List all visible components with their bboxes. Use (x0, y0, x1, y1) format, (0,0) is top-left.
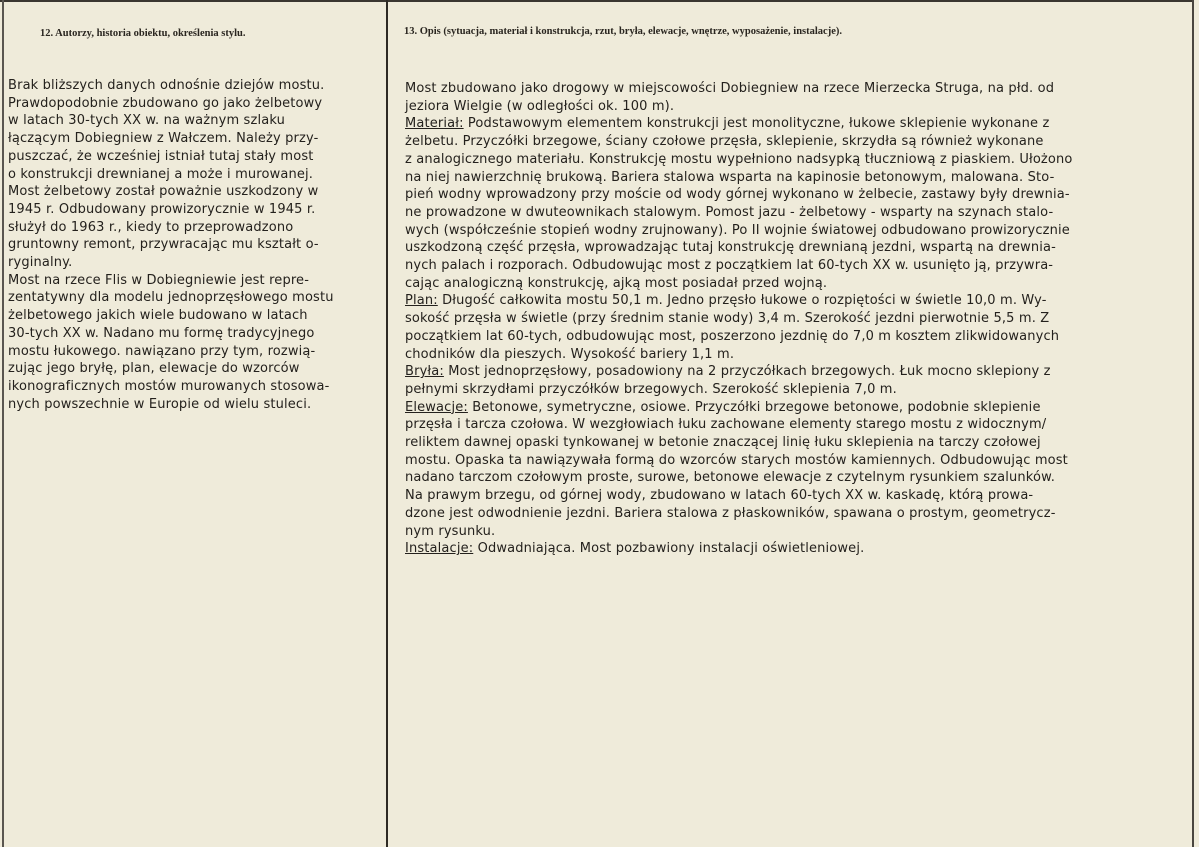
right-border (1192, 0, 1194, 847)
text-line: 30-tych XX w. Nadano mu formę tradycyjnego (8, 325, 315, 341)
text-fragment: Na prawym brzegu, od górnej wody, zbudowano w latach 60-tych XX w. kaskadę, którą prowa- (405, 488, 1034, 504)
text-line (405, 434, 1183, 452)
text-line: Most żelbetowy został poważnie uszkodzony w (8, 184, 319, 200)
text-line (405, 452, 1183, 470)
section-keyword: Elewacje: (405, 399, 468, 415)
text-fragment: nych palach i rozporach. Odbudowując most z początkiem lat 60-tych XX w. usunięto ją, przywra- (405, 258, 1054, 274)
text-line (405, 98, 1183, 116)
text-line: gruntowny remont, przywracając mu kształt o- (8, 237, 319, 253)
text-line (405, 257, 1183, 275)
text-fragment: Betonowe, symetryczne, osiowe. Przyczółki brzegowe betonowe, podobnie sklepienie (467, 399, 1041, 415)
text-line: ryginalny. (8, 255, 73, 271)
text-fragment: nadano tarczom czołowym proste, surowe, betonowe elewacje z czytelnym rysunkiem szalunków. (405, 470, 1055, 486)
text-line: puszczać, że wcześniej istniał tutaj stały most (8, 148, 314, 164)
text-fragment: nym rysunku. (405, 523, 496, 539)
text-fragment: początkiem lat 60-tych, odbudowując most, poszerzono jezdnię do 7,0 m kosztem zlikwidowanych (405, 328, 1060, 344)
text-line: mostu łukowego. nawiązano przy tym, rozwią- (8, 343, 316, 359)
text-fragment: na niej nawierzchnię brukową. Bariera stalowa wsparta na kapinosie betonowym, malowana. Sto- (405, 169, 1055, 185)
text-line: żelbetowego jakich wiele budowano w latach (8, 308, 308, 324)
text-line (405, 222, 1183, 240)
text-line (405, 346, 1183, 364)
text-line (405, 381, 1183, 399)
section-13-header: 13. Opis (sytuacja, materiał i konstrukcja, rzut, bryła, elewacje, wnętrze, wyposażenie, instalacje). (404, 26, 843, 37)
text-line (405, 292, 1183, 310)
text-fragment: Most jednoprzęsłowy, posadowiony na 2 przyczółkach brzegowych. Łuk mocno sklepiony z (443, 364, 1051, 380)
section-keyword: Instalacje: (405, 541, 474, 557)
section-keyword: Materiał: (405, 116, 464, 132)
text-line: Brak bliższych danych odnośnie dziejów mostu. (8, 78, 325, 93)
text-line (405, 151, 1183, 169)
text-line (405, 416, 1183, 434)
text-fragment: reliktem dawnej opaski tynkowanej w betonie znaczącej linię łuku sklepienia na tarczy czołowej (405, 435, 1041, 451)
text-fragment: Most zbudowano jako drogowy w miejscowości Dobiegniew na rzece Mierzecka Struga, na płd. od (405, 81, 1055, 96)
text-fragment: jeziora Wielgie (w odległości ok. 100 m). (405, 98, 675, 114)
text-fragment: Podstawowym elementem konstrukcji jest monolityczne, łukowe sklepienie wykonane z (463, 116, 1050, 132)
text-line (405, 133, 1183, 151)
text-line: służył do 1963 r., kiedy to przeprowadzono (8, 219, 294, 235)
text-fragment: cając analogiczną konstrukcję, ajką most posiadał przed wojną. (405, 275, 828, 291)
text-line (405, 328, 1183, 346)
text-fragment: mostu. Opaska ta nawiązywała formą do wzorców starych mostów kamiennych. Odbudowując most (405, 452, 1068, 468)
section-keyword: Bryła: (405, 364, 444, 380)
text-fragment: wych (współcześnie stopień wodny zrujnowany). Po II wojnie światowej odbudowano prowizorycznie (405, 222, 1070, 238)
text-line: zując jego bryłę, plan, elewacje do wzorców (8, 361, 300, 377)
text-fragment: Długość całkowita mostu 50,1 m. Jedno przęsło łukowe o rozpiętości w świetle 10,0 m. Wy- (437, 293, 1047, 309)
text-fragment: żelbetu. Przyczółki brzegowe, ściany czołowe przęsła, sklepienie, skrzydła są również wykonane (405, 134, 1044, 150)
column-divider (386, 0, 388, 847)
text-fragment: ne prowadzone w dwuteownikach stalowym. Pomost jazu - żelbetowy - wsparty na szynach stalo- (405, 204, 1054, 220)
history-text (8, 77, 380, 413)
text-line: zentatywny dla modelu jednoprzęsłowego mostu (8, 290, 334, 306)
text-line (405, 363, 1183, 381)
text-fragment: przęsła i tarcza czołowa. W wezgłowiach łuku zachowane elementy starego mostu z widocznym/ (405, 417, 1047, 433)
text-line: łączącym Dobiegniew z Wałczem. Należy przy- (8, 131, 319, 147)
text-fragment: pełnymi skrzydłami przyczółków brzegowych. Szerokość sklepienia 7,0 m. (405, 381, 897, 397)
text-line (405, 204, 1183, 222)
text-line (405, 469, 1183, 487)
text-line: ikonograficznych mostów murowanych stosowa- (8, 378, 330, 394)
text-line: 1945 r. Odbudowany prowizorycznie w 1945 r. (8, 201, 316, 217)
text-fragment: uszkodzoną część przęsła, wprowadzając tutaj konstrukcję drewnianą jezdni, wspartą na drewnia- (405, 240, 1056, 256)
description-text (405, 80, 1183, 558)
text-line (405, 487, 1183, 505)
text-line (405, 115, 1183, 133)
top-border (0, 0, 1192, 2)
section-keyword: Plan: (405, 293, 438, 309)
text-line (405, 80, 1183, 98)
text-fragment: chodników dla pieszych. Wysokość bariery 1,1 m. (405, 346, 735, 362)
text-fragment: Odwadniająca. Most pozbawiony instalacji oświetleniowej. (473, 541, 865, 557)
text-line: Prawdopodobnie zbudowano go jako żelbetowy (8, 95, 323, 111)
text-line: nych powszechnie w Europie od wielu stuleci. (8, 396, 312, 412)
text-fragment: dzone jest odwodnienie jezdni. Bariera stalowa z płaskowników, spawana o prostym, geometrycz- (405, 505, 1056, 521)
text-line (405, 310, 1183, 328)
text-fragment: z analogicznego materiału. Konstrukcję mostu wypełniono nadsypką tłuczniową z piaskiem. Ułożono (405, 151, 1073, 167)
text-line (405, 186, 1183, 204)
text-line (405, 523, 1183, 541)
text-line (405, 275, 1183, 293)
text-line (405, 505, 1183, 523)
section-12-header: 12. Autorzy, historia obiektu, określenia stylu. (40, 28, 246, 39)
text-line (405, 239, 1183, 257)
text-fragment: sokość przęsła w świetle (przy średnim stanie wody) 3,4 m. Szerokość jezdni pierwotnie 5,5 m. Z (405, 311, 1050, 327)
text-line (405, 169, 1183, 187)
text-line: w latach 30-tych XX w. na ważnym szlaku (8, 113, 285, 129)
text-line: Most na rzece Flis w Dobiegniewie jest repre- (8, 272, 310, 288)
text-line: o konstrukcji drewnianej a może i murowanej. (8, 166, 314, 182)
text-line (405, 540, 1183, 558)
text-line (405, 399, 1183, 417)
text-fragment: pień wodny wprowadzony przy moście od wody górnej wykonano w żelbecie, zastawy były drewnia- (405, 187, 1070, 203)
left-border (2, 0, 4, 847)
